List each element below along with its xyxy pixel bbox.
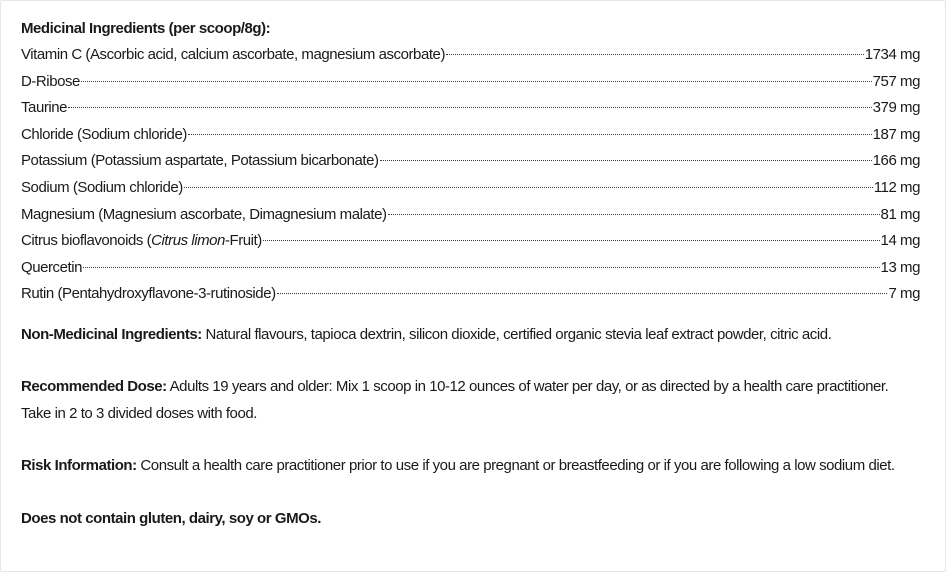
dot-leader [184, 187, 873, 188]
ingredient-amount: 7 mg [888, 285, 920, 303]
dot-leader [446, 54, 864, 55]
ingredient-name: D-Ribose [21, 72, 80, 90]
dot-leader [388, 214, 880, 215]
ingredient-name: Magnesium (Magnesium ascorbate, Dimagnesium malate) [21, 205, 387, 223]
ingredient-row [21, 255, 920, 282]
ingredient-amount: 112 mg [873, 178, 920, 196]
dot-leader [68, 107, 872, 108]
ingredient-name-prefix: Citrus bioflavonoids ( [21, 232, 152, 250]
dot-leader [188, 134, 872, 135]
ingredient-name: Potassium (Potassium aspartate, Potassium bicarbonate) [21, 152, 379, 170]
ingredient-name: Vitamin C (Ascorbic acid, calcium ascorbate, magnesium ascorbate) [21, 46, 445, 63]
recommended-dose [21, 374, 920, 427]
ingredient-row [21, 281, 920, 308]
ingredient-row [21, 95, 920, 122]
ingredient-row [21, 148, 920, 175]
medicinal-ingredients-list [21, 42, 920, 308]
dot-leader [277, 293, 888, 294]
non-medicinal-ingredients [21, 322, 920, 349]
recommended-dose-text: Adults 19 years and older: Mix 1 scoop in 10-12 ounces of water per day, or as directed by a health care practitioner. Take in 2 to 3 divided doses with food. [21, 378, 889, 422]
risk-information [21, 453, 920, 480]
ingredient-row [21, 69, 920, 96]
recommended-dose-label: Recommended Dose: [21, 378, 167, 396]
ingredient-row [21, 175, 920, 202]
dot-leader [380, 160, 872, 161]
ingredient-amount: 1734 mg [864, 46, 920, 63]
product-info [21, 16, 920, 532]
risk-information-label: Risk Information: [21, 457, 137, 475]
ingredient-amount: 379 mg [872, 99, 920, 117]
ingredient-amount: 13 mg [880, 258, 920, 276]
ingredient-row [21, 228, 920, 255]
allergen-note: Does not contain gluten, dairy, soy or GMOs. [21, 509, 321, 527]
ingredient-row [21, 42, 920, 69]
dot-leader [83, 267, 880, 268]
risk-information-text: Consult a health care practitioner prior to use if you are pregnant or breastfeeding or if you are following a low sodium diet. [136, 457, 895, 475]
dot-leader [81, 81, 872, 82]
ingredient-name: Taurine [21, 99, 68, 117]
ingredient-row [21, 202, 920, 229]
ingredient-name: Quercetin [21, 258, 82, 276]
ingredient-row [21, 122, 920, 149]
ingredient-amount: 187 mg [872, 125, 920, 143]
ingredient-amount: 14 mg [880, 232, 920, 250]
ingredient-name: Chloride (Sodium chloride) [21, 125, 187, 143]
non-medicinal-label: Non-Medicinal Ingredients: [21, 325, 202, 343]
ingredient-name-latin: Citrus limon [151, 232, 225, 250]
ingredient-name: Rutin (Pentahydroxyflavone-3-rutinoside) [21, 285, 276, 303]
ingredient-name [21, 228, 262, 255]
ingredient-amount: 166 mg [872, 152, 920, 170]
ingredient-name: Sodium (Sodium chloride) [21, 178, 183, 196]
dot-leader [263, 240, 880, 241]
ingredient-name-suffix: -Fruit) [224, 232, 262, 250]
ingredient-amount: 757 mg [872, 72, 920, 90]
ingredient-amount: 81 mg [880, 205, 920, 223]
non-medicinal-text: Natural flavours, tapioca dextrin, silicon dioxide, certified organic stevia leaf extract powder, citric acid. [201, 325, 832, 343]
medicinal-ingredients-heading: Medicinal Ingredients (per scoop/8g): [21, 20, 271, 37]
